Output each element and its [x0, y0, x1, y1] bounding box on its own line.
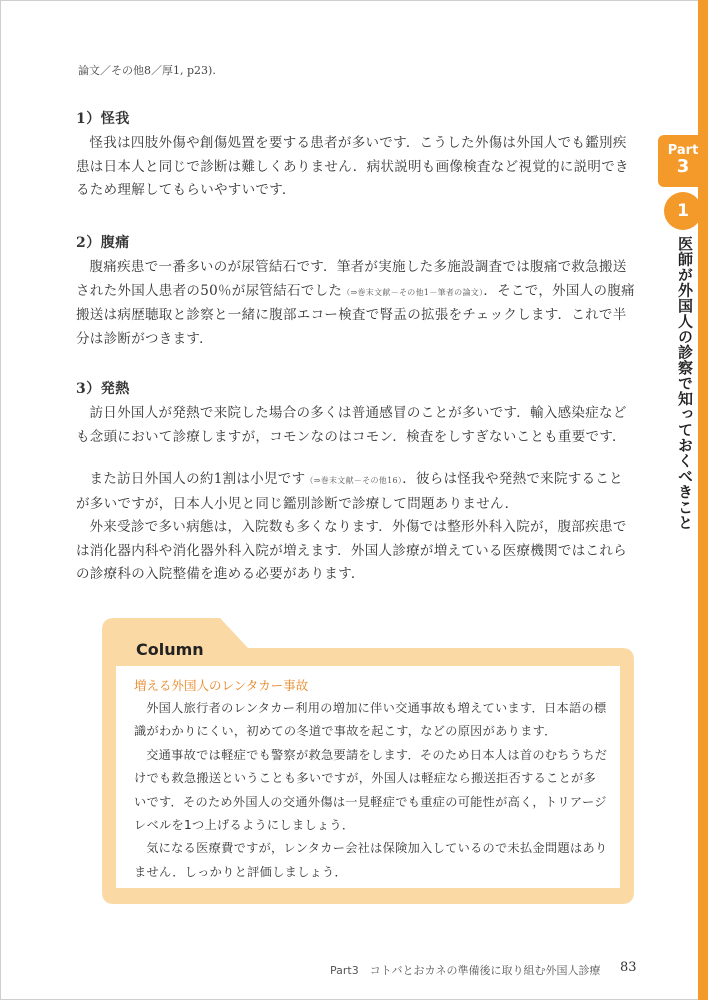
column-subtitle: 増える外国人のレンタカー事故 — [134, 678, 309, 693]
section-heading: 2）腹痛 — [76, 235, 130, 251]
paragraph-text: また訪日外国人の約1割は小児です — [89, 471, 306, 487]
section-injury — [76, 108, 636, 203]
column-paragraph: 気になる医療費ですが，レンタカー会社は保険加入しているので未払金問題はありません．しっかりと評価しましょう． — [134, 841, 608, 879]
column-label: Column — [136, 640, 204, 659]
column-paragraph: 外国人旅行者のレンタカー利用の増加に伴い交通事故も増えています．日本語の標識がわかりにくい，初めての冬道で事故を起こす，などの原因があります． — [134, 701, 607, 739]
paragraph: 外来受診で多い病態は，入院数も多くなります．外傷では整形外科入院が，腹部疾患では消化器内科や消化器外科入院が増えます．外国人診療が増えている医療機関ではこれらの診療科の入院整備を進める必要があります． — [76, 519, 627, 582]
citation-reference: （⇒巻末文献－その他1－筆者の論文） — [342, 287, 484, 297]
part-label: Part — [667, 143, 699, 158]
column-paragraph: 交通事故では軽症でも警察が救急要請をします．そのため日本人は首のむちうちだけでも救急搬送ということも多いですが，外国人は軽症なら搬送拒否することが多いです．そのため外国人の交通外傷は一見軽症でも重症の可能性が高く，トリアージレベルを1つ上げるようにしましょう． — [134, 747, 608, 833]
page-number: 83 — [620, 960, 637, 975]
part-number: 3 — [676, 156, 690, 177]
paragraph-text: 腹痛疾患で一番多いのが尿管結石です．筆者が実施した多施設調査では腹痛で救急搬送された外国人患者の50％が尿管結石でした — [76, 259, 627, 299]
chapter-title-vertical: 医師が外国人の診察で知っておくべきこと — [676, 236, 694, 531]
paragraph: 怪我は四肢外傷や創傷処置を要する患者が多いです．こうした外傷は外国人でも鑑別疾患は日本人と同じで診断は難しくありません．病状説明も画像検査など視覚的に説明できるため理解してもらいやすいです． — [76, 135, 629, 198]
paragraph-text: ．彼らは怪我や発熱で来院することが多いですが，日本人小児と同じ鑑別診断で診療して問題ありません． — [76, 471, 623, 512]
column-body — [134, 697, 608, 884]
part-tab — [658, 135, 708, 187]
section-heading: 1）怪我 — [76, 111, 130, 127]
running-footer: Part3 コトバとおカネの準備後に取り組む外国人診療 — [330, 964, 601, 977]
paragraph: 訪日外国人が発熱で来院した場合の多くは普通感冒のことが多いです．輸入感染症なども念頭において診療しますが，コモンなのはコモン．検査をしすぎないことも重要です． — [76, 405, 627, 445]
section-heading: 3）発熱 — [76, 381, 130, 397]
reference-line: 論文／その他8／厚1, p23). — [78, 64, 216, 77]
section-pediatric-and-admission — [76, 468, 636, 587]
section-fever — [76, 378, 636, 449]
citation-reference: （⇒巻末文献－その他16） — [305, 476, 403, 485]
section-abdominal-pain — [76, 232, 636, 351]
paragraph — [76, 256, 636, 351]
chapter-number-badge: 1 — [664, 192, 702, 230]
paragraph-text: ．そこで，外国人の腹痛搬送は病歴聴取と診察と一緒に腹部エコー検査で腎盂の拡張をチェックします．これで半分は診断がつきます． — [76, 282, 635, 347]
paragraph — [76, 468, 636, 516]
